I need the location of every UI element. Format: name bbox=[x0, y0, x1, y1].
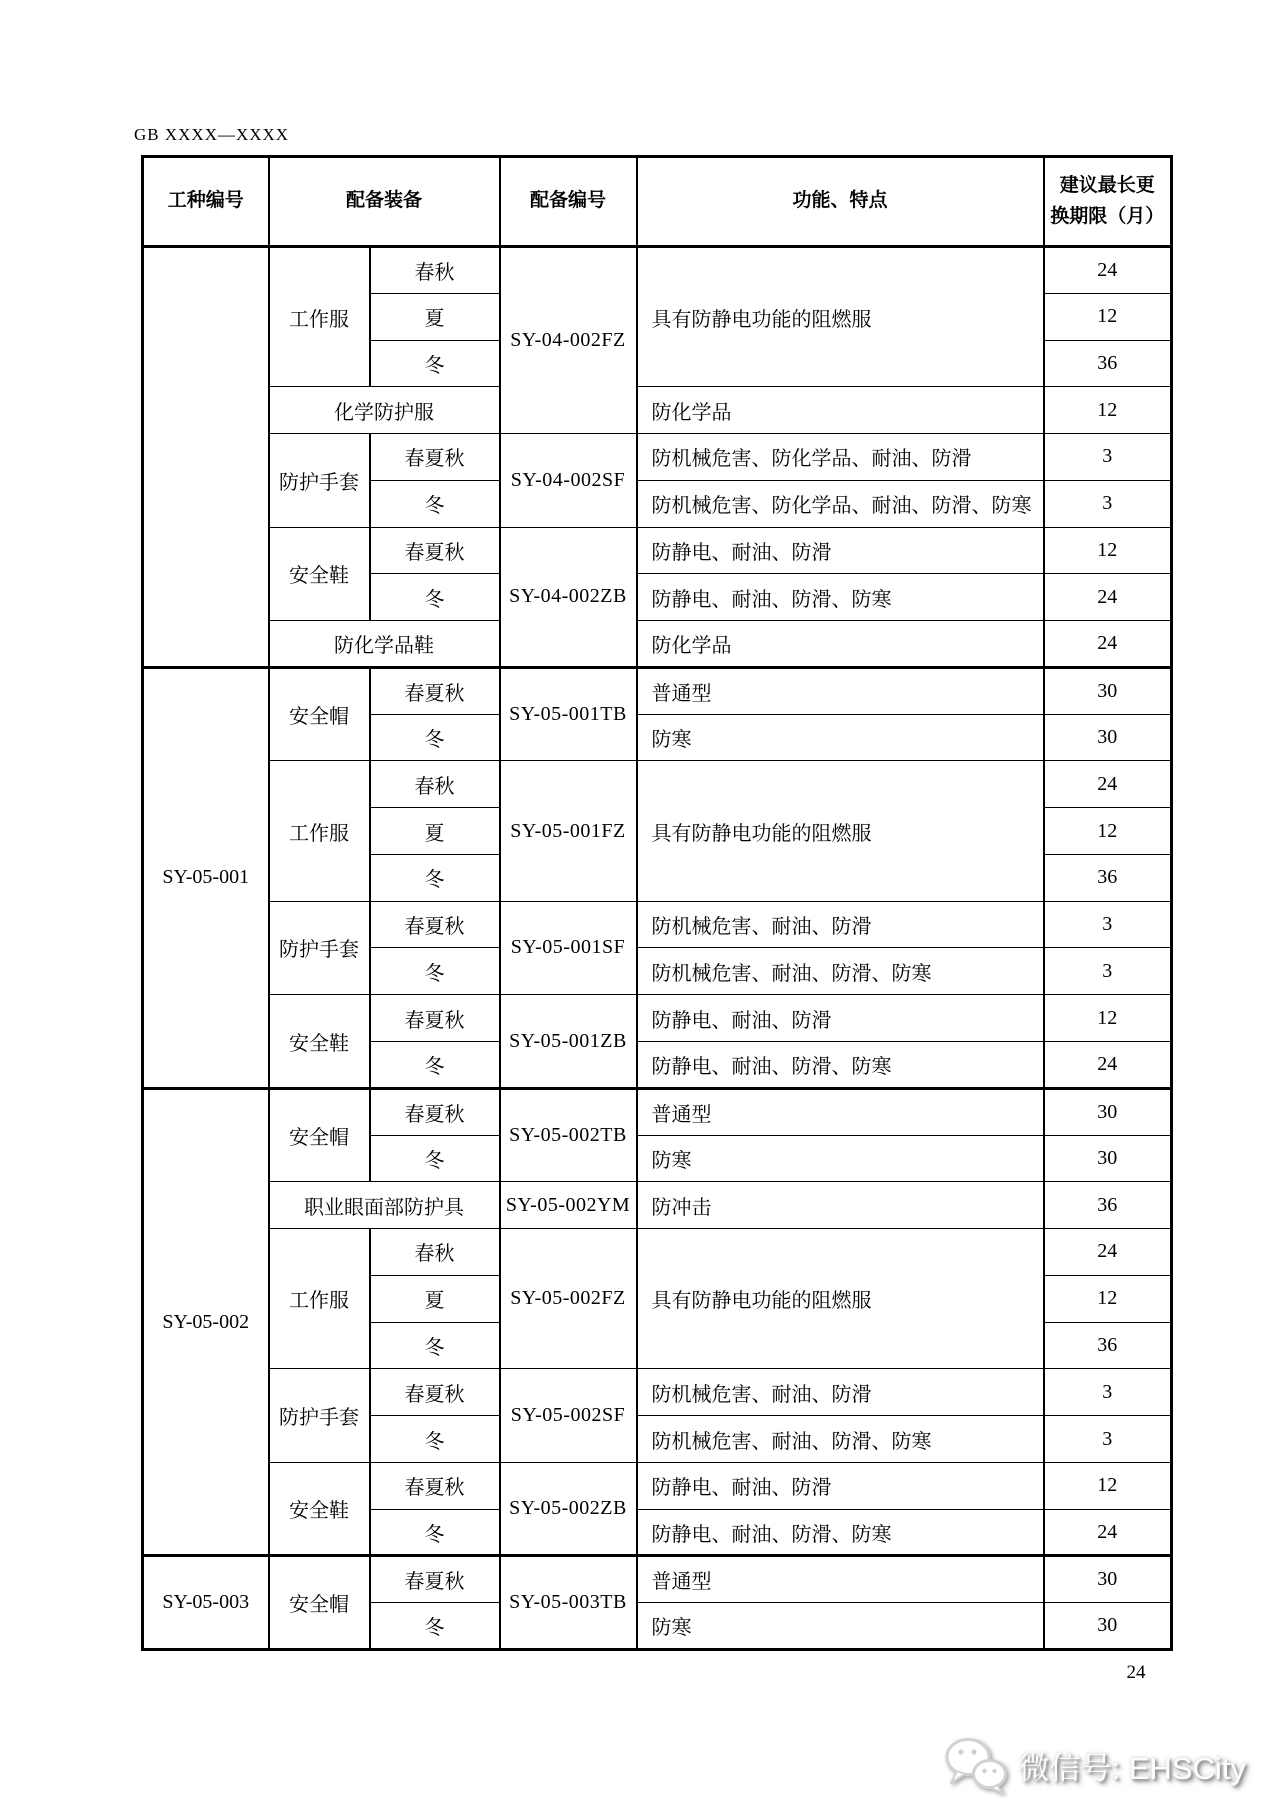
season-cell: 夏 bbox=[370, 293, 500, 340]
months-cell: 24 bbox=[1044, 1229, 1172, 1276]
features-cell: 防机械危害、耐油、防滑 bbox=[637, 901, 1044, 948]
equipment-cell: 化学防护服 bbox=[269, 387, 500, 434]
features-cell: 具有防静电功能的阻燃服 bbox=[637, 1229, 1044, 1369]
features-cell: 防静电、耐油、防滑 bbox=[637, 527, 1044, 574]
table-row bbox=[143, 1182, 1172, 1229]
equipment-code-cell: SY-05-002TB bbox=[500, 1088, 637, 1182]
months-cell: 12 bbox=[1044, 293, 1172, 340]
table-row bbox=[143, 761, 1172, 808]
features-cell: 防静电、耐油、防滑、防寒 bbox=[637, 574, 1044, 621]
months-cell: 24 bbox=[1044, 247, 1172, 294]
header-replacement-period bbox=[1044, 157, 1172, 247]
equipment-code-cell: SY-05-001ZB bbox=[500, 995, 637, 1089]
months-cell: 12 bbox=[1044, 1275, 1172, 1322]
months-cell: 36 bbox=[1044, 340, 1172, 387]
table-row bbox=[143, 1229, 1172, 1276]
equipment-code-cell: SY-05-001SF bbox=[500, 901, 637, 995]
features-cell: 防寒 bbox=[637, 1135, 1044, 1182]
months-cell: 24 bbox=[1044, 761, 1172, 808]
equipment-code-cell: SY-04-002SF bbox=[500, 434, 637, 528]
features-cell: 防化学品 bbox=[637, 621, 1044, 668]
features-cell: 防冲击 bbox=[637, 1182, 1044, 1229]
table-row bbox=[143, 621, 1172, 668]
months-cell: 30 bbox=[1044, 667, 1172, 714]
table-row bbox=[143, 1369, 1172, 1416]
features-cell: 防静电、耐油、防滑、防寒 bbox=[637, 1509, 1044, 1556]
months-cell: 3 bbox=[1044, 901, 1172, 948]
equipment-code-cell: SY-05-001TB bbox=[500, 667, 637, 761]
equipment-code-cell: SY-05-002FZ bbox=[500, 1229, 637, 1369]
features-cell: 普通型 bbox=[637, 1088, 1044, 1135]
season-cell: 春夏秋 bbox=[370, 434, 500, 481]
equipment-cell: 防化学品鞋 bbox=[269, 621, 500, 668]
table-row bbox=[143, 1088, 1172, 1135]
season-cell: 冬 bbox=[370, 1509, 500, 1556]
season-cell: 冬 bbox=[370, 480, 500, 527]
equipment-cell: 安全帽 bbox=[269, 1556, 370, 1650]
season-cell: 春夏秋 bbox=[370, 1462, 500, 1509]
months-cell: 30 bbox=[1044, 714, 1172, 761]
months-cell: 24 bbox=[1044, 621, 1172, 668]
header-replacement-line2: 换期限（月） bbox=[1050, 205, 1165, 227]
season-cell: 春夏秋 bbox=[370, 995, 500, 1042]
equipment-cell: 安全帽 bbox=[269, 1088, 370, 1182]
season-cell: 冬 bbox=[370, 1135, 500, 1182]
equipment-cell: 工作服 bbox=[269, 761, 370, 901]
season-cell: 春夏秋 bbox=[370, 1369, 500, 1416]
features-cell: 防机械危害、耐油、防滑、防寒 bbox=[637, 1416, 1044, 1463]
equipment-cell: 安全鞋 bbox=[269, 1462, 370, 1556]
equipment-cell: 防护手套 bbox=[269, 434, 370, 528]
months-cell: 30 bbox=[1044, 1603, 1172, 1650]
season-cell: 冬 bbox=[370, 948, 500, 995]
season-cell: 春夏秋 bbox=[370, 1556, 500, 1603]
months-cell: 24 bbox=[1044, 574, 1172, 621]
equipment-cell: 职业眼面部防护具 bbox=[269, 1182, 500, 1229]
equipment-cell: 防护手套 bbox=[269, 1369, 370, 1463]
table-row bbox=[143, 434, 1172, 481]
table-row bbox=[143, 527, 1172, 574]
standard-number: GB XXXX—XXXX bbox=[134, 125, 290, 144]
months-cell: 3 bbox=[1044, 1369, 1172, 1416]
table-row bbox=[143, 901, 1172, 948]
months-cell: 12 bbox=[1044, 387, 1172, 434]
season-cell: 冬 bbox=[370, 1416, 500, 1463]
months-cell: 30 bbox=[1044, 1135, 1172, 1182]
equipment-code-cell: SY-05-001FZ bbox=[500, 761, 637, 901]
watermark bbox=[943, 1736, 1246, 1794]
equipment-cell: 防护手套 bbox=[269, 901, 370, 995]
months-cell: 3 bbox=[1044, 1416, 1172, 1463]
features-cell: 防机械危害、防化学品、耐油、防滑 bbox=[637, 434, 1044, 481]
season-cell: 春秋 bbox=[370, 247, 500, 294]
header-features: 功能、特点 bbox=[637, 157, 1044, 247]
season-cell: 春秋 bbox=[370, 1229, 500, 1276]
table-row bbox=[143, 1556, 1172, 1603]
season-cell: 春秋 bbox=[370, 761, 500, 808]
table-row bbox=[143, 1462, 1172, 1509]
job-code-cell: SY-05-001 bbox=[143, 667, 269, 1088]
features-cell: 防机械危害、耐油、防滑、防寒 bbox=[637, 948, 1044, 995]
season-cell: 冬 bbox=[370, 1603, 500, 1650]
features-cell: 防机械危害、防化学品、耐油、防滑、防寒 bbox=[637, 480, 1044, 527]
features-cell: 防静电、耐油、防滑 bbox=[637, 1462, 1044, 1509]
equipment-cell: 安全帽 bbox=[269, 667, 370, 761]
table-row bbox=[143, 667, 1172, 714]
months-cell: 12 bbox=[1044, 1462, 1172, 1509]
months-cell: 30 bbox=[1044, 1088, 1172, 1135]
header-equipment-code: 配备编号 bbox=[500, 157, 637, 247]
months-cell: 12 bbox=[1044, 995, 1172, 1042]
equipment-cell: 安全鞋 bbox=[269, 527, 370, 621]
ppe-table bbox=[141, 155, 1173, 1651]
season-cell: 冬 bbox=[370, 1042, 500, 1089]
months-cell: 36 bbox=[1044, 854, 1172, 901]
season-cell: 冬 bbox=[370, 574, 500, 621]
page-number: 24 bbox=[1126, 1662, 1146, 1683]
season-cell: 冬 bbox=[370, 854, 500, 901]
season-cell: 冬 bbox=[370, 714, 500, 761]
equipment-cell: 安全鞋 bbox=[269, 995, 370, 1089]
months-cell: 3 bbox=[1044, 480, 1172, 527]
season-cell: 春夏秋 bbox=[370, 901, 500, 948]
equipment-code-cell: SY-05-002ZB bbox=[500, 1462, 637, 1556]
months-cell: 24 bbox=[1044, 1042, 1172, 1089]
table-row bbox=[143, 995, 1172, 1042]
header-row bbox=[143, 157, 1172, 247]
season-cell: 春夏秋 bbox=[370, 527, 500, 574]
table-row bbox=[143, 387, 1172, 434]
features-cell: 防静电、耐油、防滑、防寒 bbox=[637, 1042, 1044, 1089]
months-cell: 24 bbox=[1044, 1509, 1172, 1556]
months-cell: 12 bbox=[1044, 808, 1172, 855]
features-cell: 防机械危害、耐油、防滑 bbox=[637, 1369, 1044, 1416]
season-cell: 冬 bbox=[370, 1322, 500, 1369]
features-cell: 防化学品 bbox=[637, 387, 1044, 434]
equipment-cell: 工作服 bbox=[269, 1229, 370, 1369]
features-cell: 普通型 bbox=[637, 667, 1044, 714]
features-cell: 防寒 bbox=[637, 1603, 1044, 1650]
season-cell: 夏 bbox=[370, 808, 500, 855]
features-cell: 防静电、耐油、防滑 bbox=[637, 995, 1044, 1042]
season-cell: 春夏秋 bbox=[370, 667, 500, 714]
season-cell: 冬 bbox=[370, 340, 500, 387]
job-code-cell: SY-05-002 bbox=[143, 1088, 269, 1556]
months-cell: 36 bbox=[1044, 1322, 1172, 1369]
header-equipment: 配备装备 bbox=[269, 157, 500, 247]
job-code-cell: SY-05-003 bbox=[143, 1556, 269, 1650]
job-code-cell bbox=[143, 247, 269, 668]
table-row bbox=[143, 247, 1172, 294]
watermark-label: 微信号: EHSCity bbox=[1018, 1750, 1246, 1786]
header-job-code: 工种编号 bbox=[143, 157, 269, 247]
equipment-cell: 工作服 bbox=[269, 247, 370, 387]
equipment-code-cell: SY-04-002FZ bbox=[500, 247, 637, 434]
equipment-code-cell: SY-05-002SF bbox=[500, 1369, 637, 1463]
features-cell: 具有防静电功能的阻燃服 bbox=[637, 247, 1044, 387]
months-cell: 3 bbox=[1044, 948, 1172, 995]
features-cell: 防寒 bbox=[637, 714, 1044, 761]
months-cell: 36 bbox=[1044, 1182, 1172, 1229]
equipment-code-cell: SY-05-002YM bbox=[500, 1182, 637, 1229]
months-cell: 30 bbox=[1044, 1556, 1172, 1603]
equipment-code-cell: SY-05-003TB bbox=[500, 1556, 637, 1650]
months-cell: 3 bbox=[1044, 434, 1172, 481]
months-cell: 12 bbox=[1044, 527, 1172, 574]
features-cell: 具有防静电功能的阻燃服 bbox=[637, 761, 1044, 901]
season-cell: 夏 bbox=[370, 1275, 500, 1322]
equipment-code-cell: SY-04-002ZB bbox=[500, 527, 637, 667]
header-replacement-line1: 建议最长更 bbox=[1059, 175, 1155, 197]
features-cell: 普通型 bbox=[637, 1556, 1044, 1603]
season-cell: 春夏秋 bbox=[370, 1088, 500, 1135]
wechat-icon bbox=[943, 1736, 1009, 1794]
